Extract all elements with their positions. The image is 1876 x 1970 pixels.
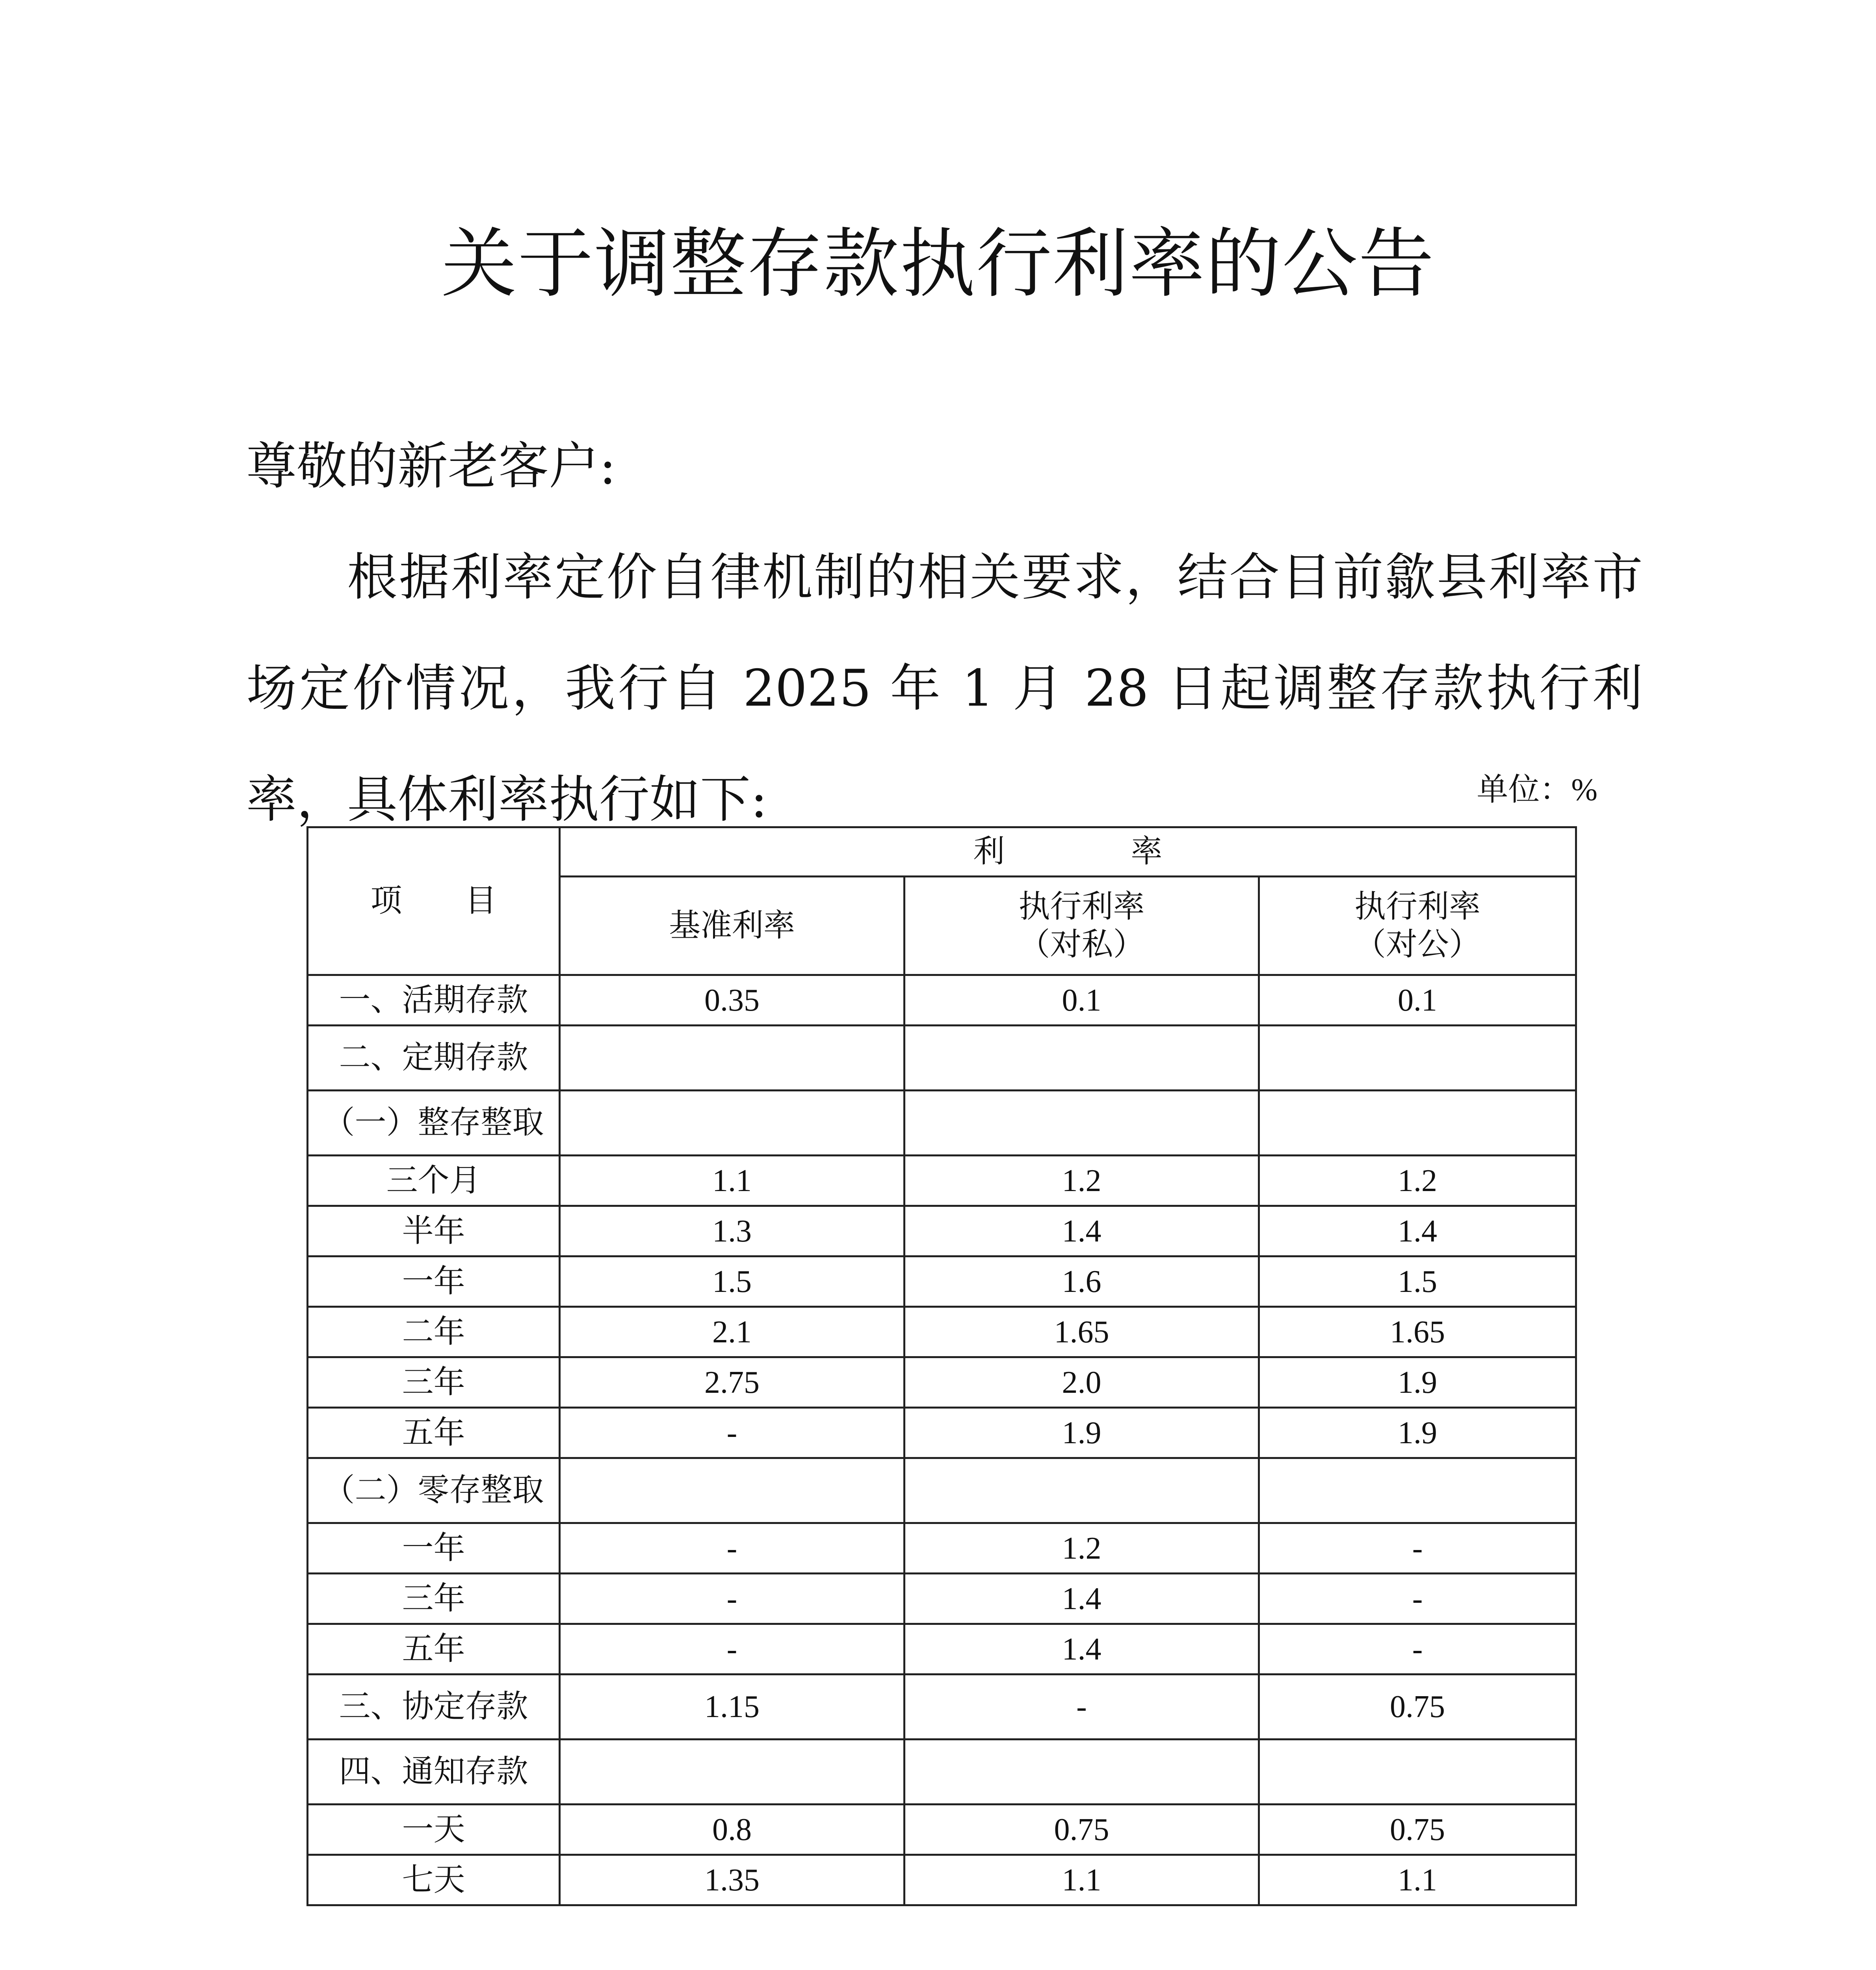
corporate-rate-cell <box>1259 1740 1576 1805</box>
personal-rate-cell: 1.4 <box>905 1206 1259 1256</box>
corporate-rate-cell: 0.1 <box>1259 975 1576 1026</box>
table-row <box>308 1026 1576 1091</box>
personal-rate-cell <box>905 1458 1259 1523</box>
table-row <box>308 1674 1576 1740</box>
personal-rate-cell: 1.4 <box>905 1574 1259 1624</box>
personal-rate-cell: 0.75 <box>905 1805 1259 1855</box>
base-rate-cell: - <box>560 1408 905 1458</box>
table-row <box>308 1091 1576 1156</box>
row-label: 三个月 <box>308 1156 560 1206</box>
base-rate-cell <box>560 1740 905 1805</box>
header-rate-group: 利 率 <box>560 827 1576 877</box>
base-rate-cell: 0.8 <box>560 1805 905 1855</box>
corporate-rate-cell: 1.4 <box>1259 1206 1576 1256</box>
base-rate-cell: 1.1 <box>560 1156 905 1206</box>
personal-rate-cell: 1.2 <box>905 1156 1259 1206</box>
base-rate-cell <box>560 1026 905 1091</box>
table-row <box>308 1805 1576 1855</box>
personal-rate-cell: 1.9 <box>905 1408 1259 1458</box>
corporate-rate-cell: 1.1 <box>1259 1855 1576 1905</box>
table-row <box>308 1206 1576 1256</box>
base-rate-cell: - <box>560 1574 905 1624</box>
header-personal-rate-qualifier: （对私） <box>1018 927 1145 962</box>
salutation: 尊敬的新老客户: <box>246 437 617 496</box>
row-label: 一年 <box>308 1256 560 1307</box>
header-base-rate <box>560 877 905 975</box>
base-rate-cell: 2.1 <box>560 1307 905 1357</box>
corporate-rate-cell <box>1259 1458 1576 1523</box>
row-label: 三、协定存款 <box>308 1674 560 1740</box>
personal-rate-cell: 1.4 <box>905 1624 1259 1674</box>
row-label: 二、定期存款 <box>308 1026 560 1091</box>
table-row <box>308 1156 1576 1206</box>
row-label: 七天 <box>308 1855 560 1905</box>
interest-rate-table <box>306 826 1577 1906</box>
table-row <box>308 975 1576 1026</box>
base-rate-cell: 1.15 <box>560 1674 905 1740</box>
base-rate-cell: - <box>560 1624 905 1674</box>
row-label: 五年 <box>308 1624 560 1674</box>
table-row <box>308 1357 1576 1408</box>
table-row <box>308 1307 1576 1357</box>
corporate-rate-cell: 1.5 <box>1259 1256 1576 1307</box>
personal-rate-cell: 1.2 <box>905 1523 1259 1574</box>
corporate-rate-cell: 1.2 <box>1259 1156 1576 1206</box>
row-label: 半年 <box>308 1206 560 1256</box>
row-label: 五年 <box>308 1408 560 1458</box>
table-row <box>308 1523 1576 1574</box>
header-item: 项 目 <box>308 827 560 975</box>
corporate-rate-cell: 0.75 <box>1259 1674 1576 1740</box>
corporate-rate-cell: - <box>1259 1523 1576 1574</box>
table-row <box>308 1574 1576 1624</box>
base-rate-cell: 1.35 <box>560 1855 905 1905</box>
unit-label: 单位：% <box>1477 773 1597 807</box>
header-personal-rate <box>905 877 1259 975</box>
header-base-rate-label: 基准利率 <box>669 908 795 943</box>
table-row <box>308 1740 1576 1805</box>
corporate-rate-cell: 1.9 <box>1259 1408 1576 1458</box>
header-corporate-rate <box>1259 877 1576 975</box>
personal-rate-cell <box>905 1740 1259 1805</box>
base-rate-cell: 2.75 <box>560 1357 905 1408</box>
header-corporate-rate-label: 执行利率 <box>1354 889 1480 924</box>
header-personal-rate-label: 执行利率 <box>1018 889 1145 924</box>
row-label: 二年 <box>308 1307 560 1357</box>
personal-rate-cell: 1.65 <box>905 1307 1259 1357</box>
notice-title: 关于调整存款执行利率的公告 <box>441 220 1435 308</box>
corporate-rate-cell <box>1259 1091 1576 1156</box>
corporate-rate-cell <box>1259 1026 1576 1091</box>
base-rate-cell <box>560 1458 905 1523</box>
personal-rate-cell: - <box>905 1674 1259 1740</box>
base-rate-cell: 1.3 <box>560 1206 905 1256</box>
row-label: （二）零存整取 <box>308 1458 560 1523</box>
corporate-rate-cell: 1.9 <box>1259 1357 1576 1408</box>
corporate-rate-cell: - <box>1259 1624 1576 1674</box>
row-label: 一、活期存款 <box>308 975 560 1026</box>
table-row <box>308 1408 1576 1458</box>
row-label: 三年 <box>308 1574 560 1624</box>
personal-rate-cell: 1.1 <box>905 1855 1259 1905</box>
personal-rate-cell <box>905 1091 1259 1156</box>
corporate-rate-cell: 0.75 <box>1259 1805 1576 1855</box>
corporate-rate-cell: - <box>1259 1574 1576 1624</box>
notice-body: 根据利率定价自律机制的相关要求，结合目前歙县利率市场定价情况，我行自 2025 年 1 月 28 日起调整存款执行利率，具体利率执行如下: <box>246 548 1643 829</box>
base-rate-cell: 0.35 <box>560 975 905 1026</box>
personal-rate-cell: 0.1 <box>905 975 1259 1026</box>
table-row <box>308 1458 1576 1523</box>
table-row <box>308 1855 1576 1905</box>
table-row <box>308 1256 1576 1307</box>
header-corporate-rate-qualifier: （对公） <box>1354 927 1480 962</box>
base-rate-cell <box>560 1091 905 1156</box>
personal-rate-cell: 2.0 <box>905 1357 1259 1408</box>
personal-rate-cell <box>905 1026 1259 1091</box>
table-header-row <box>308 827 1576 877</box>
personal-rate-cell: 1.6 <box>905 1256 1259 1307</box>
base-rate-cell: - <box>560 1523 905 1574</box>
row-label: （一）整存整取 <box>308 1091 560 1156</box>
base-rate-cell: 1.5 <box>560 1256 905 1307</box>
row-label: 四、通知存款 <box>308 1740 560 1805</box>
row-label: 一年 <box>308 1523 560 1574</box>
row-label: 一天 <box>308 1805 560 1855</box>
row-label: 三年 <box>308 1357 560 1408</box>
corporate-rate-cell: 1.65 <box>1259 1307 1576 1357</box>
table-row <box>308 1624 1576 1674</box>
